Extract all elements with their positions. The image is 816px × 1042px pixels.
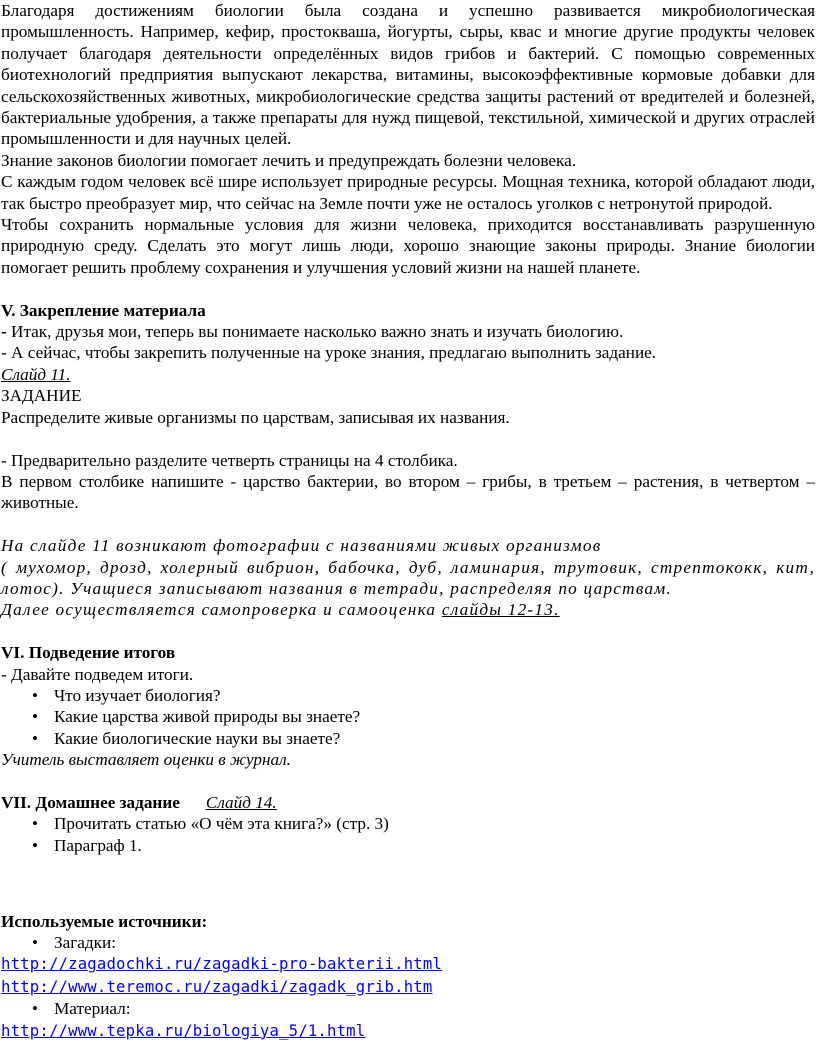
spacer	[1, 889, 815, 910]
spacer	[1, 428, 815, 449]
list-item-text: Что изучает биология?	[54, 685, 221, 705]
teacher-note-2: ( мухомор, дрозд, холерный вибрион, бабочка, дуб, ламинария, трутовик, стрептококк, кит, лотос). Учащиеся записывают названия в тетради, распределяя по царствам.	[1, 557, 815, 598]
source-link-row	[1, 1020, 815, 1042]
section-5-line-1	[1, 321, 815, 342]
source-link-row	[1, 953, 815, 975]
bullet-icon: •	[31, 999, 39, 1019]
section-6-intro: - Давайте подведем итоги.	[1, 664, 194, 684]
bullet-icon: •	[31, 685, 39, 705]
teacher-note-3-text: Далее осуществляется самопроверка и самооценка	[1, 600, 442, 620]
slide-11-reference: Слайд 11.	[1, 364, 71, 384]
source-link-teremoc[interactable]: http://www.teremoc.ru/zagadki/zagadk_grib.htm	[1, 977, 433, 996]
spacer	[1, 771, 815, 792]
source-link-row	[1, 976, 815, 998]
source-link-tepka[interactable]: http://www.tepka.ru/biologiya_5/1.html	[1, 1021, 366, 1040]
list-item	[1, 685, 815, 706]
section-5-line-1-text: Итак, друзья мои, теперь вы понимаете насколько важно знать и изучать биологию.	[6, 322, 624, 342]
section-7-heading-line	[1, 792, 815, 813]
list-item	[1, 813, 815, 834]
intro-paragraph-4: Чтобы сохранить нормальные условия для жизни человека, приходится восстанавливать разрушенную природную среду. Сделать это могут лишь люди, хорошо знающие законы природы. Знание биологии помогает решить проблему сохранения и улучшения условий жизни на нашей планете.	[1, 215, 815, 277]
sources-heading: Используемые источники:	[1, 911, 208, 931]
bullet-icon: •	[31, 707, 39, 727]
source-link-zagadochki[interactable]: http://zagadochki.ru/zagadki-pro-bakterii.html	[1, 955, 443, 974]
section-6-heading: VI. Подведение итогов	[1, 643, 176, 663]
list-item	[1, 998, 815, 1019]
list-item	[1, 728, 815, 749]
list-item-text: Какие биологические науки вы знаете?	[54, 728, 341, 748]
sources-list-material	[1, 998, 815, 1019]
spacer	[1, 514, 815, 535]
instruction-2: В первом столбике напишите - царство бактерии, во втором – грибы, в третьем – растения, в четвертом – животные.	[1, 471, 815, 513]
list-item	[1, 706, 815, 727]
slides-12-13-reference: слайды 12-13.	[441, 600, 560, 620]
material-label: Материал:	[54, 999, 131, 1019]
homework-list	[1, 813, 815, 856]
spacer	[1, 856, 815, 889]
list-item-text: Какие царства живой природы вы знаете?	[54, 707, 361, 727]
list-item-text: Параграф 1.	[54, 835, 142, 855]
spacer	[1, 621, 815, 642]
intro-paragraph-1: Благодаря достижениям биологии была создана и успешно развивается микробиологическая промышленность. Например, кефир, простокваша, йогурты, сыры, квас и многие другие продукты человек получает благодаря деятельности определённых видов грибов и бактерий. С помощью современных биотехнологий предприятия выпускают лекарства, витамины, высокоэффективные кормовые добавки для сельскохозяйственных животных, микробиологические средства защиты растений от вредителей и болезней, бактериальные удобрения, а также препараты для нужд пищевой, текстильной, химической и других отраслей промышленности и для научных целей.	[1, 1, 815, 149]
intro-paragraph-3: С каждым годом человек всё шире использует природные ресурсы. Мощная техника, которой обладают люди, так быстро преобразует мир, что сейчас на Земле почти уже не осталось уголков с нетронутой природой.	[1, 172, 815, 213]
slide-14-reference: Слайд 14.	[205, 792, 277, 812]
bullet-icon: •	[31, 814, 39, 834]
section-6-note: Учитель выставляет оценки в журнал.	[1, 750, 291, 770]
list-item	[1, 835, 815, 856]
sources-list-riddles	[1, 932, 815, 953]
list-item-text: Прочитать статью «О чём эта книга?» (стр. 3)	[54, 814, 389, 834]
dash: -	[1, 322, 7, 342]
bullet-icon: •	[31, 932, 39, 952]
intro-paragraph-2: Знание законов биологии помогает лечить и предупреждать болезни человека.	[1, 150, 576, 170]
bullet-icon: •	[31, 728, 39, 748]
spacer	[1, 278, 815, 299]
section-7-heading: VII. Домашнее задание	[1, 792, 180, 812]
bullet-icon: •	[31, 835, 39, 855]
task-text: Распределите живые организмы по царствам, записывая их названия.	[1, 407, 510, 427]
task-title: ЗАДАНИЕ	[1, 386, 82, 406]
section-5-line-2: - А сейчас, чтобы закрепить полученные на уроке знания, предлагаю выполнить задание.	[1, 343, 657, 363]
section-5-heading: V. Закрепление материала	[1, 300, 206, 320]
instruction-1: - Предварительно разделите четверть страницы на 4 столбика.	[1, 450, 458, 470]
teacher-note-3	[1, 599, 815, 620]
teacher-note-1: На слайде 11 возникают фотографии с названиями живых организмов	[1, 536, 602, 556]
riddles-label: Загадки:	[54, 932, 116, 952]
summary-questions-list	[1, 685, 815, 749]
list-item	[1, 932, 815, 953]
